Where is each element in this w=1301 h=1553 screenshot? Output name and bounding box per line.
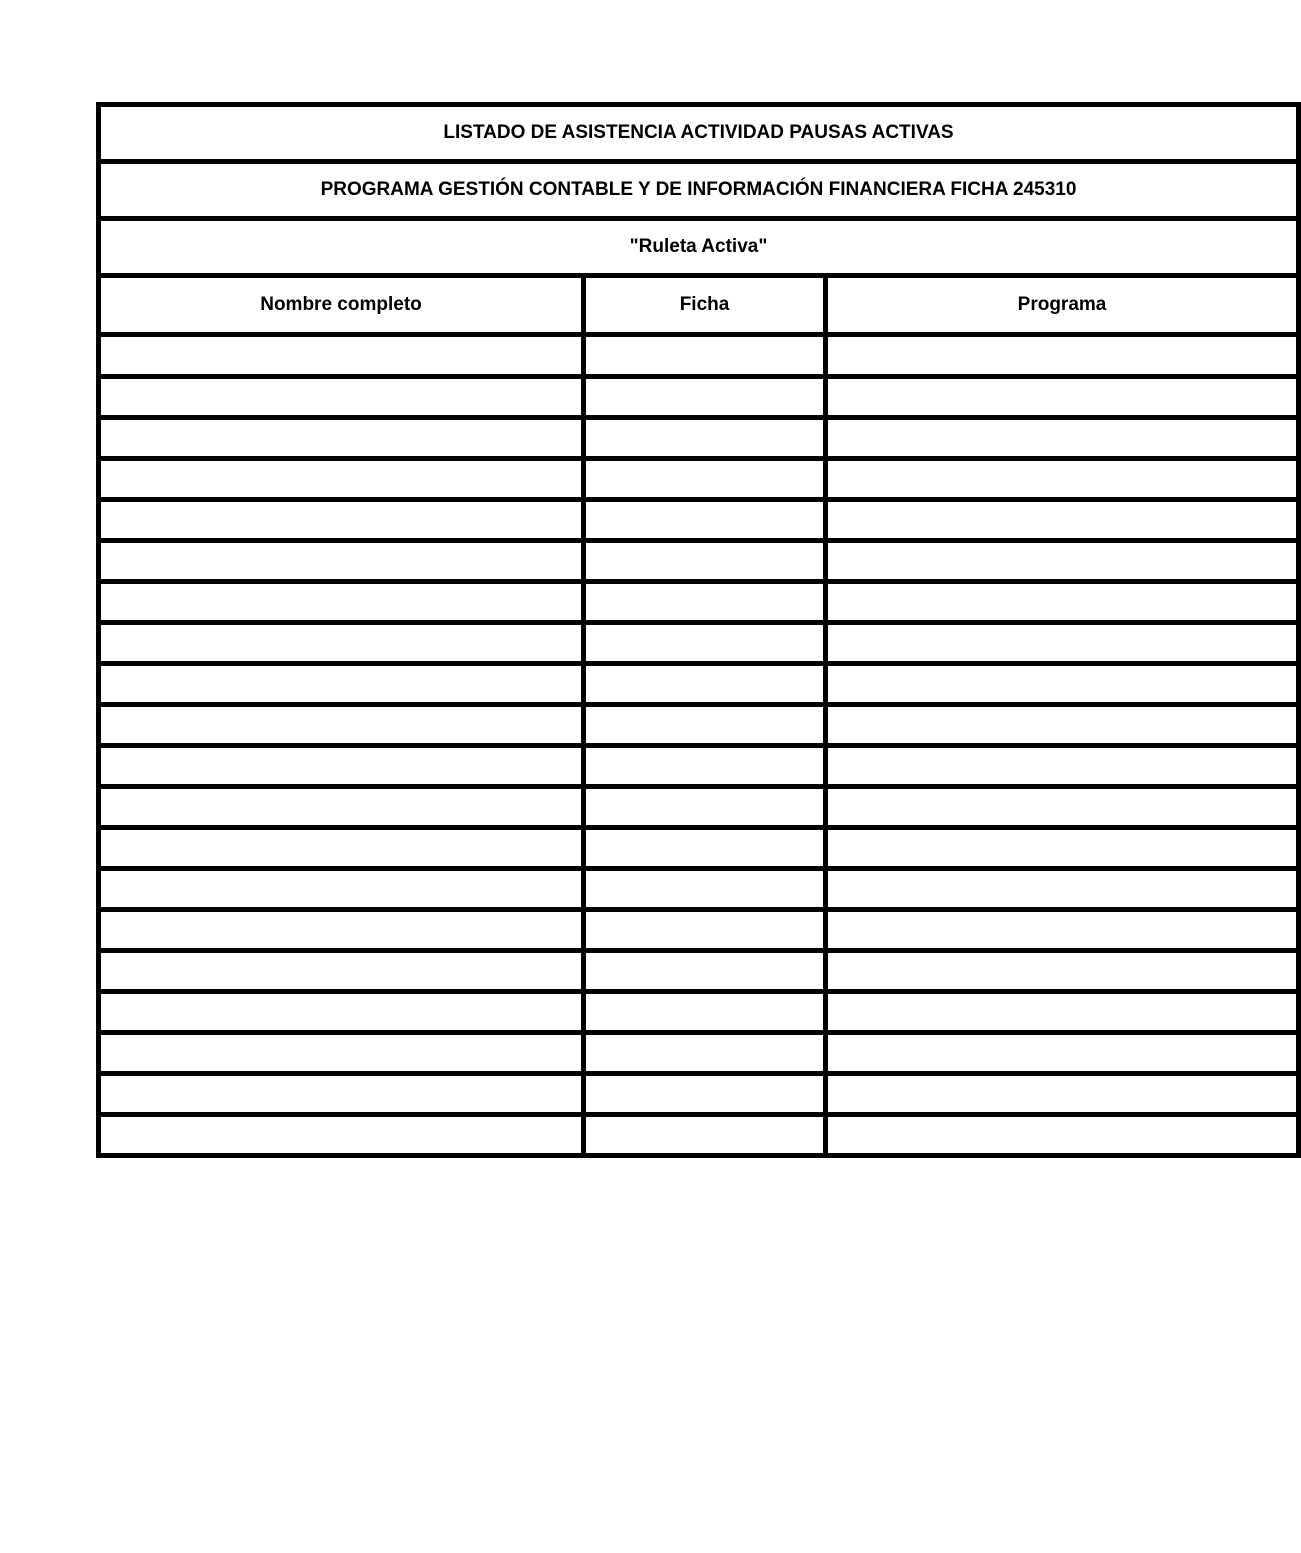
cell-programa[interactable] [826,787,1299,828]
cell-ficha[interactable] [584,459,826,500]
cell-nombre[interactable] [99,869,584,910]
table-row [99,1115,1299,1156]
cell-programa[interactable] [826,951,1299,992]
cell-programa[interactable] [826,623,1299,664]
cell-programa[interactable] [826,377,1299,418]
title-row [99,105,1299,162]
attendance-sheet [96,102,1107,1162]
activity-name: "Ruleta Activa" [99,219,1299,276]
cell-programa[interactable] [826,869,1299,910]
cell-programa[interactable] [826,992,1299,1033]
document-title: LISTADO DE ASISTENCIA ACTIVIDAD PAUSAS ACTIVAS [99,105,1299,162]
cell-ficha[interactable] [584,787,826,828]
cell-ficha[interactable] [584,664,826,705]
cell-nombre[interactable] [99,418,584,459]
header-row [99,276,1299,335]
cell-ficha[interactable] [584,992,826,1033]
table-row [99,951,1299,992]
cell-ficha[interactable] [584,828,826,869]
table-row [99,623,1299,664]
activity-row [99,219,1299,276]
cell-ficha[interactable] [584,500,826,541]
column-header-nombre: Nombre completo [99,276,584,335]
cell-ficha[interactable] [584,582,826,623]
cell-nombre[interactable] [99,992,584,1033]
table-row [99,787,1299,828]
cell-ficha[interactable] [584,1115,826,1156]
cell-nombre[interactable] [99,582,584,623]
cell-nombre[interactable] [99,1074,584,1115]
cell-programa[interactable] [826,459,1299,500]
cell-ficha[interactable] [584,377,826,418]
cell-ficha[interactable] [584,910,826,951]
cell-nombre[interactable] [99,1033,584,1074]
cell-ficha[interactable] [584,623,826,664]
cell-programa[interactable] [826,418,1299,459]
table-row [99,1074,1299,1115]
column-header-ficha: Ficha [584,276,826,335]
cell-programa[interactable] [826,335,1299,377]
cell-programa[interactable] [826,828,1299,869]
subtitle-row [99,162,1299,219]
cell-nombre[interactable] [99,623,584,664]
table-row [99,335,1299,377]
table-row [99,992,1299,1033]
cell-nombre[interactable] [99,541,584,582]
cell-nombre[interactable] [99,828,584,869]
cell-nombre[interactable] [99,951,584,992]
table-row [99,746,1299,787]
cell-ficha[interactable] [584,541,826,582]
cell-programa[interactable] [826,910,1299,951]
cell-nombre[interactable] [99,377,584,418]
table-row [99,459,1299,500]
cell-nombre[interactable] [99,335,584,377]
cell-ficha[interactable] [584,1033,826,1074]
cell-ficha[interactable] [584,869,826,910]
cell-ficha[interactable] [584,746,826,787]
column-header-programa: Programa [826,276,1299,335]
table-row [99,500,1299,541]
program-subtitle: PROGRAMA GESTIÓN CONTABLE Y DE INFORMACIÓN FINANCIERA FICHA 245310 [99,162,1299,219]
table-row [99,541,1299,582]
cell-nombre[interactable] [99,1115,584,1156]
cell-ficha[interactable] [584,951,826,992]
table-row [99,377,1299,418]
cell-nombre[interactable] [99,664,584,705]
table-row [99,910,1299,951]
attendance-table [96,102,1301,1158]
cell-programa[interactable] [826,746,1299,787]
cell-ficha[interactable] [584,335,826,377]
table-row [99,1033,1299,1074]
cell-nombre[interactable] [99,459,584,500]
cell-programa[interactable] [826,705,1299,746]
cell-ficha[interactable] [584,418,826,459]
cell-nombre[interactable] [99,705,584,746]
cell-programa[interactable] [826,664,1299,705]
table-row [99,664,1299,705]
table-row [99,828,1299,869]
cell-nombre[interactable] [99,910,584,951]
cell-programa[interactable] [826,1033,1299,1074]
table-row [99,869,1299,910]
cell-programa[interactable] [826,1115,1299,1156]
cell-nombre[interactable] [99,500,584,541]
cell-programa[interactable] [826,582,1299,623]
cell-nombre[interactable] [99,787,584,828]
cell-ficha[interactable] [584,1074,826,1115]
cell-programa[interactable] [826,500,1299,541]
table-row [99,582,1299,623]
table-row [99,705,1299,746]
cell-programa[interactable] [826,541,1299,582]
cell-nombre[interactable] [99,746,584,787]
table-row [99,418,1299,459]
cell-ficha[interactable] [584,705,826,746]
cell-programa[interactable] [826,1074,1299,1115]
